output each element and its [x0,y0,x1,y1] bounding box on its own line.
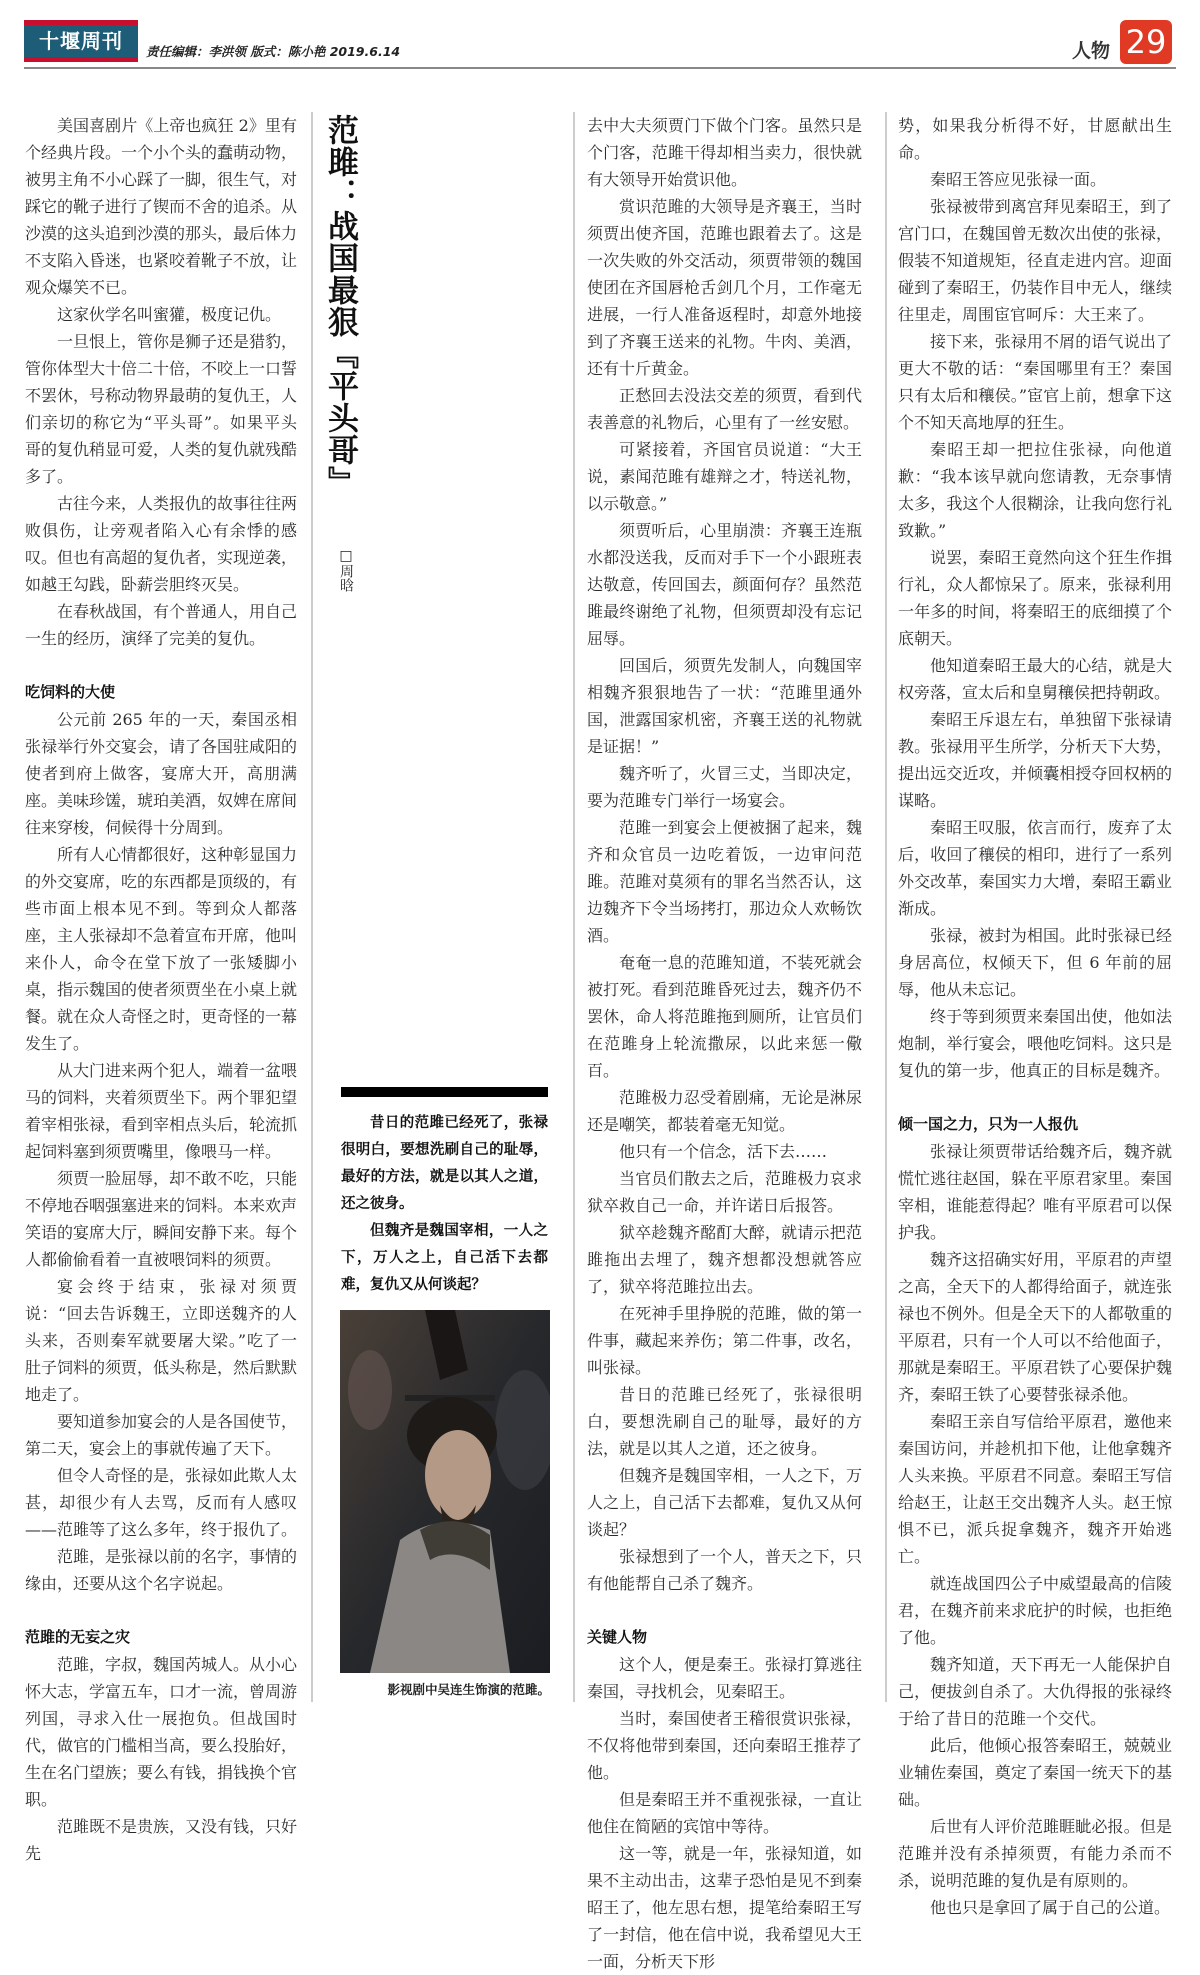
masthead-logo: 十堰周刊 [24,20,138,62]
body-paragraph: 魏齐这招确实好用，平原君的声望之高，全天下的人都得给面子，就连张禄也不例外。但是全天下的人都敬重的平原君，只有一个人可以不给他面子，那就是秦昭王。平原君铁了心要保护魏齐，秦昭王铁了心要替张禄杀他。 [898,1250,1172,1404]
body-paragraph: 古往今来，人类报仇的故事往往两败俱伤，让旁观者陷入心有余悸的感叹。但也有高超的复仇者，实现逆袭，如越王勾践，卧薪尝胆终灭吴。 [25,494,298,594]
body-paragraph: 张禄让须贾带话给魏齐后，魏齐就慌忙逃往赵国，躲在平原君家里。秦国宰相，谁能惹得起？唯有平原君可以保护我。 [898,1142,1172,1242]
body-paragraph: 这家伙学名叫蜜獾，极度记仇。 [57,305,282,324]
body-paragraph: 所有人心情都很好，这种彰显国力的外交宴席，吃的东西都是顶级的，有些市面上根本见不到。等到众人都落座，主人张禄却不急着宣布开席，他叫来仆人，命令在堂下放了一张矮脚小桌，指示魏国的使者须贾坐在小桌上就餐。就在众人奇怪之时，更奇怪的一幕发生了。 [25,845,298,1053]
article-photo [340,1310,550,1673]
body-paragraph: 范雎一到宴会上便被捆了起来，魏齐和众官员一边吃着饭，一边审问范雎。范雎对莫须有的罪名当然否认，这边魏齐下令当场拷打，那边众人欢畅饮酒。 [587,818,862,945]
section-heading: 倾一国之力，只为一人报仇 [898,1115,1079,1133]
body-paragraph: 这一等，就是一年，张禄知道，如果不主动出击，这辈子恐怕是见不到秦昭王了，他左思右想，提笔给秦昭王写了一封信，他在信中说，我希望见大王一面，分析天下形 [587,1844,862,1971]
body-paragraph: 须贾听后，心里崩溃：齐襄王连瓶水都没送我，反而对手下一个小跟班表达敬意，传回国去，颜面何存？虽然范雎最终谢绝了礼物，但须贾却没有忘记屈辱。 [587,521,862,648]
body-paragraph: 魏齐知道，天下再无一人能保护自己，便拔剑自杀了。大仇得报的张禄终于给了昔日的范雎一个交代。 [898,1655,1172,1728]
body-paragraph: 宴会终于结束，张禄对须贾说：“回去告诉魏王，立即送魏齐的人头来，否则秦军就要屠大梁。”吃了一肚子饲料的须贾，低头称是，然后默默地走了。 [25,1277,298,1404]
body-paragraph: 须贾一脸屈辱，却不敢不吃，只能不停地吞咽强塞进来的饲料。本来欢声笑语的宴席大厅，瞬间安静下来。每个人都偷偷看着一直被喂饲料的须贾。 [25,1169,298,1269]
body-paragraph: 但令人奇怪的是，张禄如此欺人太甚，却很少有人去骂，反而有人感叹——范雎等了这么多年，终于报仇了。 [25,1466,298,1539]
body-paragraph: 说罢，秦昭王竟然向这个狂生作揖行礼，众人都惊呆了。原来，张禄利用一年多的时间，将秦昭王的底细摸了个底朝天。 [898,548,1172,648]
body-paragraph: 秦昭王答应见张禄一面。 [930,170,1107,189]
body-paragraph: 张禄，被封为相国。此时张禄已经身居高位，权倾天下，但 6 年前的屈辱，他从未忘记。 [898,926,1172,999]
section-heading: 关键人物 [587,1628,648,1646]
body-paragraph: 此后，他倾心报答秦昭王，兢兢业业辅佐秦国，奠定了秦国一统天下的基础。 [898,1736,1172,1809]
body-paragraph: 他也只是拿回了属于自己的公道。 [930,1898,1171,1917]
column-divider [885,112,887,1702]
body-paragraph: 在死神手里挣脱的范雎，做的第一件事，藏起来养伤；第二件事，改名，叫张禄。 [587,1304,862,1377]
body-paragraph: 范雎，字叔，魏国芮城人。从小心怀大志，学富五车，口才一流，曾周游列国，寻求入仕一展抱负。但战国时代，做官的门槛相当高，要么投胎好，生在名门望族；要么有钱，捐钱换个官职。 [25,1655,298,1809]
byline: □周晗 [338,548,354,592]
body-paragraph: 回国后，须贾先发制人，向魏国宰相魏齐狠狠地告了一状：“范雎里通外国，泄露国家机密，齐襄王送的礼物就是证据！” [587,656,862,756]
body-paragraph: 终于等到须贾来秦国出使，他如法炮制，举行宴会，喂他吃饲料。这只是复仇的第一步，他真正的目标是魏齐。 [898,1007,1172,1080]
body-paragraph: 正愁回去没法交差的须贾，看到代表善意的礼物后，心里有了一丝安慰。 [587,386,862,432]
pull-quote-paragraph: 但魏齐是魏国宰相，一人之下，万人之上，自己活下去都难，复仇又从何谈起？ [341,1222,548,1293]
body-paragraph: 从大门进来两个犯人，端着一盆喂马的饲料，夹着须贾坐下。两个罪犯望着宰相张禄，看到宰相点头后，轮流抓起饲料塞到须贾嘴里，像喂马一样。 [25,1061,298,1161]
body-paragraph: 他只有一个信念，活下去…… [619,1142,828,1161]
body-paragraph: 他知道秦昭王最大的心结，就是大权旁落，宣太后和皇舅穰侯把持朝政。 [898,656,1172,702]
pull-quote [341,1109,548,1298]
column-divider [311,112,313,1702]
body-paragraph: 秦昭王亲自写信给平原君，邀他来秦国访问，并趁机扣下他，让他拿魏齐人头来换。平原君不同意。秦昭王写信给赵王，让赵王交出魏齐人头。赵王惊惧不已，派兵捉拿魏齐，魏齐开始逃亡。 [898,1412,1172,1566]
article-column-3 [587,112,862,1975]
body-paragraph: 势，如果我分析得不好，甘愿献出生命。 [898,116,1172,162]
article-title: 范雎：战国最狠『平头哥』 [322,114,358,498]
photo-caption: 影视剧中吴连生饰演的范雎。 [387,1682,550,1697]
body-paragraph: 当官员们散去之后，范雎极力哀求狱卒救自己一命，并许诺日后报答。 [587,1169,862,1215]
article-column-1 [25,112,297,1867]
body-paragraph: 就连战国四公子中威望最高的信陵君，在魏齐前来求庇护的时候，也拒绝了他。 [898,1574,1172,1647]
body-paragraph: 接下来，张禄用不屑的语气说出了更大不敬的话：“秦国哪里有王？秦国只有太后和穰侯。”宦官上前，想拿下这个不知天高地厚的狂生。 [898,332,1172,432]
body-paragraph: 要知道参加宴会的人是各国使节，第二天，宴会上的事就传遍了天下。 [25,1412,298,1458]
body-paragraph: 美国喜剧片《上帝也疯狂 2》里有个经典片段。一个小个头的蠢萌动物，被男主角不小心踩了一脚，很生气，对踩它的靴子进行了锲而不舍的追杀。从沙漠的这头追到沙漠的那头，最后体力不支陷入昏迷，也紧咬着靴子不放，让观众爆笑不已。 [25,116,298,297]
article-column-4 [898,112,1172,1921]
section-heading: 范雎的无妄之灾 [25,1628,131,1646]
page-number-badge: 29 [1120,20,1172,64]
body-paragraph: 一旦恨上，管你是狮子还是猎豹，管你体型大十倍二十倍，不咬上一口誓不罢休，号称动物界最萌的复仇王，人们亲切的称它为“平头哥”。如果平头哥的复仇稍显可爱，人类的复仇就残酷多了。 [25,332,298,486]
body-paragraph: 魏齐听了，火冒三丈，当即决定，要为范雎专门举行一场宴会。 [587,764,862,810]
body-paragraph: 去中大夫须贾门下做个门客。虽然只是个门客，范雎干得却相当卖力，很快就有大领导开始赏识他。 [587,116,862,189]
body-paragraph: 范雎极力忍受着剧痛，无论是淋尿还是嘲笑，都装着毫无知觉。 [587,1088,862,1134]
body-paragraph: 但魏齐是魏国宰相，一人之下，万人之上，自己活下去都难，复仇又从何谈起？ [587,1466,862,1539]
body-paragraph: 秦昭王斥退左右，单独留下张禄请教。张禄用平生所学，分析天下大势，提出远交近攻，并倾囊相授夺回权柄的谋略。 [898,710,1172,810]
body-paragraph: 公元前 265 年的一天，秦国丞相张禄举行外交宴会，请了各国驻咸阳的使者到府上做客，宴席大开，高朋满座。美味珍馐，琥珀美酒，奴婢在席间往来穿梭，伺候得十分周到。 [25,710,298,837]
body-paragraph: 范雎既不是贵族，又没有钱，只好先 [25,1817,298,1863]
body-paragraph: 在春秋战国，有个普通人，用自己一生的经历，演绎了完美的复仇。 [25,602,298,648]
body-paragraph: 奄奄一息的范雎知道，不装死就会被打死。看到范雎昏死过去，魏齐仍不罢休，命人将范雎拖到厕所，让官员们在范雎身上轮流撒尿，以此来惩一儆百。 [587,953,862,1080]
body-paragraph: 秦昭王叹服，依言而行，废弃了太后，收回了穰侯的相印，进行了一系列外交改革，秦国实力大增，秦昭王霸业渐成。 [898,818,1172,918]
section-label: 人物 [1072,40,1111,62]
pull-quote-paragraph: 昔日的范雎已经死了，张禄很明白，要想洗刷自己的耻辱，最好的方法，就是以其人之道，还之彼身。 [341,1114,548,1212]
body-paragraph: 这个人，便是秦王。张禄打算逃往秦国，寻找机会，见秦昭王。 [587,1655,862,1701]
body-paragraph: 狱卒趁魏齐酩酊大醉，就请示把范雎拖出去埋了，魏齐想都没想就答应了，狱卒将范雎拉出去。 [587,1223,862,1296]
body-paragraph: 张禄想到了一个人，普天之下，只有他能帮自己杀了魏齐。 [587,1547,862,1593]
section-heading: 吃饲料的大使 [25,683,116,701]
body-paragraph: 当时，秦国使者王稽很赏识张禄，不仅将他带到秦国，还向秦昭王推荐了他。 [587,1709,862,1782]
header-rule [24,67,1176,69]
editor-credits: 责任编辑：李洪领 版式：陈小艳 2019.6.14 [146,44,401,59]
body-paragraph: 赏识范雎的大领导是齐襄王，当时须贾出使齐国，范雎也跟着去了。这是一次失败的外交活动，须贾带领的魏国使团在齐国唇枪舌剑几个月，工作毫无进展，一行人准备返程时，却意外地接到了齐襄王送来的礼物。牛肉、美酒，还有十斤黄金。 [587,197,862,378]
pull-quote-bar [341,1087,548,1097]
body-paragraph: 秦昭王却一把拉住张禄，向他道歉：“我本该早就向您请教，无奈事情太多，我这个人很糊涂，让我向您行礼致歉。” [898,440,1172,540]
body-paragraph: 昔日的范雎已经死了，张禄很明白，要想洗刷自己的耻辱，最好的方法，就是以其人之道，还之彼身。 [587,1385,862,1458]
body-paragraph: 张禄被带到离宫拜见秦昭王，到了宫门口，在魏国曾无数次出使的张禄，假装不知道规矩，径直走进内宫。迎面碰到了秦昭王，仍装作目中无人，继续往里走，周围宦官呵斥：大王来了。 [898,197,1172,324]
column-divider [573,112,575,1702]
body-paragraph: 但是秦昭王并不重视张禄，一直让他住在简陋的宾馆中等待。 [587,1790,862,1836]
body-paragraph: 后世有人评价范雎睚眦必报。但是范雎并没有杀掉须贾，有能力杀而不杀，说明范雎的复仇是有原则的。 [898,1817,1172,1890]
body-paragraph: 可紧接着，齐国官员说道：“大王说，素闻范雎有雄辩之才，特送礼物，以示敬意。” [587,440,862,513]
body-paragraph: 范雎，是张禄以前的名字，事情的缘由，还要从这个名字说起。 [25,1547,298,1593]
